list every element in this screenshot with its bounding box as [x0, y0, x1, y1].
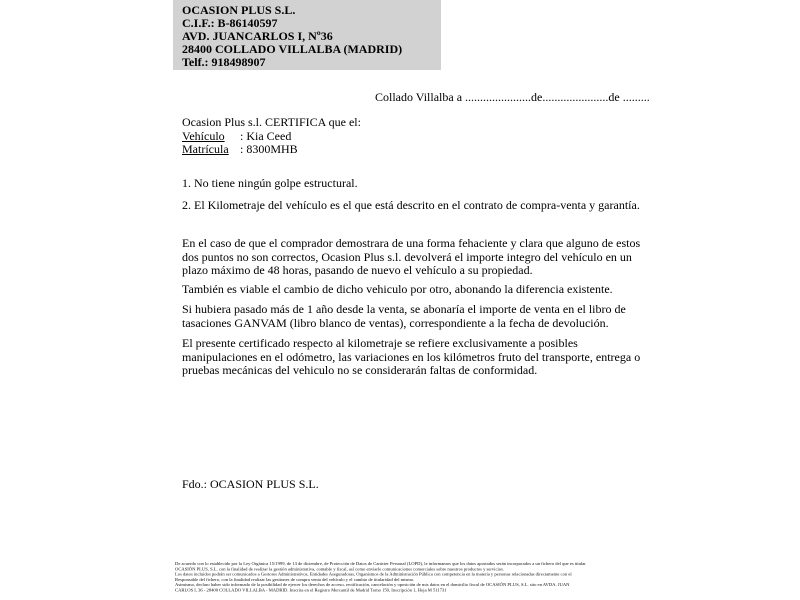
legal-fine-print: [175, 561, 620, 596]
legal-line: Responsable del fichero, con la finalidad realizar las gestiones de compra venta del vehículo y el cambio de titularidad del mismo.: [175, 576, 415, 582]
paragraph-ganvam: Si hubiera pasado más de 1 año desde la venta, se abonaría el importe de venta en el libro de tasaciones GANVAM (libro blanco de ventas), correspondiente a la fecha de devolución.: [182, 302, 626, 330]
clause-2: 2. El Kilometraje del vehículo es el que está descrito en el contrato de compra-venta y garantía.: [182, 198, 640, 212]
vehicle-label: Vehículo: [182, 128, 225, 143]
plate-row: [182, 143, 361, 157]
certification-block: [182, 116, 361, 157]
signature-line: Fdo.: OCASION PLUS S.L.: [182, 477, 319, 491]
legal-line: Los datos incluidos podrán ser comunicados a Gestores Administrativos, Entidades Aseguradoras, Organismos de la Administración Pública con competencia en la materia y personas relacionadas directamente con el: [175, 571, 572, 577]
company-phone: Telf.: 918498907: [182, 55, 266, 69]
paragraph-refund: En el caso de que el comprador demostrara de una forma fehaciente y clara que alguno de estos dos puntos no son correctos, Ocasion Plus s.l. devolverá el importe integro del vehículo en un plazo máximo de 48 horas, pasando de nuevo el vehículo a su propiedad.: [182, 236, 641, 277]
date-line: Collado Villalba a ......................de......................de .........: [375, 90, 650, 104]
legal-line: CARLOS I, 36 - 28400 COLLADO VILLALBA - MADRID. Inscrita en el Registro Mercantil de Madrid Tomo 150, Inscripción 1, Hoja M 511731: [175, 587, 447, 593]
company-city: 28400 COLLADO VILLALBA (MADRID): [182, 42, 403, 56]
company-address: AVD. JUANCARLOS I, Nº36: [182, 29, 333, 43]
plate-value: : 8300MHB: [240, 142, 298, 156]
company-cif: C.I.F.: B-86140597: [182, 16, 278, 30]
legal-line: De acuerdo con lo establecido por la Ley Orgánica 15/1999, de 13 de diciembre, de Protección de Datos de Carácter Personal (LOPD), le informamos que los datos aportados serán incorporados a un fichero del que es titular: [175, 561, 586, 566]
plate-label: Matrícula: [182, 142, 229, 156]
vehicle-row: [182, 130, 361, 144]
legal-line: OCASIÓN PLUS, S.L. con la finalidad de realizar la gestión administrativa, contable y fiscal, así como enviarle comunicaciones comerciales sobre nuestros productos y servicios.: [175, 566, 504, 572]
certify-heading: Ocasion Plus s.l. CERTIFICA que el:: [182, 115, 361, 129]
legal-line: Asimismo, declaro haber sido informado de la posibilidad de ejercer los derechos de acceso, rectificación, cancelación y oposición de mis datos en el domicilio fiscal de OCASIÓN PLUS, S.L. sito en AVDA. JUAN: [175, 582, 570, 588]
company-header-box: [173, 0, 441, 70]
clause-1: 1. No tiene ningún golpe estructural.: [182, 176, 358, 190]
legal-fine-print-inner: [175, 561, 620, 593]
company-name: OCASION PLUS S.L.: [182, 3, 296, 17]
paragraph-odometer: El presente certificado respecto al kilometraje se refiere exclusivamente a posibles manipulaciones en el odómetro, las variaciones en los kilómetros fruto del transporte, entrega o pruebas mecánicas del vehiculo no se considerarán faltas de conformidad.: [182, 336, 641, 377]
vehicle-value: : Kia Ceed: [240, 128, 292, 143]
paragraph-exchange: También es viable el cambio de dicho vehiculo por otro, abonando la diferencia existente.: [182, 282, 613, 296]
